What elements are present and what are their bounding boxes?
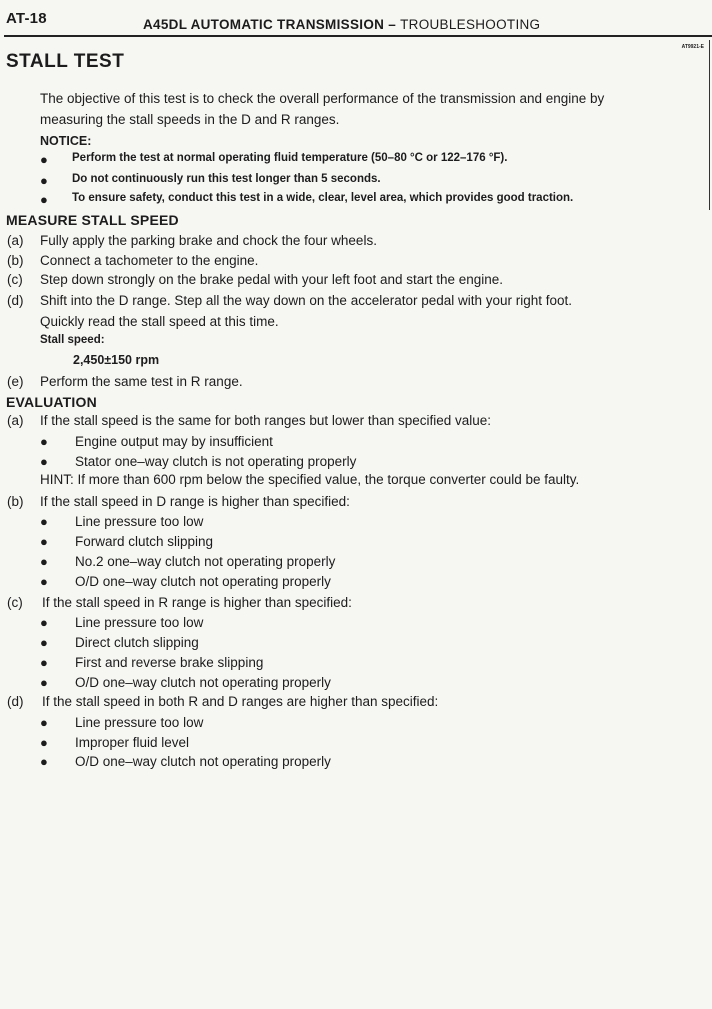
bullet-icon: ● — [40, 735, 48, 750]
section-title-stall-test: STALL TEST — [6, 51, 125, 72]
eval-condition: If the stall speed in R range is higher than specified: — [42, 595, 352, 610]
bullet-icon: ● — [40, 715, 48, 730]
eval-label: (d) — [7, 694, 24, 709]
header-title-main: A45DL AUTOMATIC TRANSMISSION — [143, 17, 385, 32]
notice-label: NOTICE: — [40, 134, 92, 148]
bullet-icon: ● — [40, 675, 48, 690]
eval-cause: No.2 one–way clutch not operating properly — [75, 554, 336, 569]
page-id: AT-18 — [6, 10, 47, 27]
bullet-icon: ● — [40, 554, 48, 569]
step-text: Perform the same test in R range. — [40, 374, 243, 389]
eval-cause: Direct clutch slipping — [75, 635, 199, 650]
objective-line-2: measuring the stall speeds in the D and R ranges. — [40, 112, 340, 127]
eval-cause: O/D one–way clutch not operating properly — [75, 675, 331, 690]
eval-cause: Line pressure too low — [75, 514, 204, 529]
eval-label: (a) — [7, 413, 24, 428]
eval-condition: If the stall speed in both R and D ranges are higher than specified: — [42, 694, 439, 709]
stall-speed-label: Stall speed: — [40, 334, 105, 346]
bullet-icon: ● — [40, 514, 48, 529]
eval-cause: O/D one–way clutch not operating properly — [75, 574, 331, 589]
bullet-icon: ● — [40, 152, 48, 167]
notice-item: Do not continuously run this test longer than 5 seconds. — [72, 173, 381, 185]
eval-condition: If the stall speed in D range is higher than specified: — [40, 494, 350, 509]
step-text-continued: Quickly read the stall speed at this time. — [40, 314, 279, 329]
bullet-icon: ● — [40, 574, 48, 589]
eval-condition: If the stall speed is the same for both ranges but lower than specified value: — [40, 413, 492, 428]
section-title-evaluation: EVALUATION — [6, 394, 97, 410]
bullet-icon: ● — [40, 454, 48, 469]
eval-cause: Forward clutch slipping — [75, 534, 214, 549]
notice-item: To ensure safety, conduct this test in a wide, clear, level area, which provides good traction. — [72, 192, 574, 204]
bullet-icon: ● — [40, 635, 48, 650]
eval-cause: Engine output may by insufficient — [75, 434, 273, 449]
eval-cause: First and reverse brake slipping — [75, 655, 264, 670]
eval-cause: Stator one–way clutch is not operating properly — [75, 454, 357, 469]
step-label: (d) — [7, 293, 24, 308]
bullet-icon: ● — [40, 754, 48, 769]
header-title-separator: – — [384, 17, 401, 32]
bullet-icon: ● — [40, 615, 48, 630]
step-text: Step down strongly on the brake pedal with your left foot and start the engine. — [40, 272, 504, 287]
bullet-icon: ● — [40, 192, 48, 207]
eval-cause: O/D one–way clutch not operating properly — [75, 754, 331, 769]
section-title-measure: MEASURE STALL SPEED — [6, 212, 179, 228]
bullet-icon: ● — [40, 434, 48, 449]
eval-label: (c) — [7, 595, 23, 610]
step-label: (e) — [7, 374, 24, 389]
header-rule — [4, 35, 712, 37]
eval-cause: Line pressure too low — [75, 715, 204, 730]
page-edge-line — [709, 40, 710, 210]
objective-line-1: The objective of this test is to check the overall performance of the transmission and engine by — [40, 91, 605, 106]
header-title — [143, 17, 540, 32]
bullet-icon: ● — [40, 534, 48, 549]
bullet-icon: ● — [40, 173, 48, 188]
header-title-sub: TROUBLESHOOTING — [400, 17, 541, 32]
eval-label: (b) — [7, 494, 24, 509]
step-label: (a) — [7, 233, 24, 248]
notice-item: Perform the test at normal operating fluid temperature (50–80 °C or 122–176 °F). — [72, 152, 508, 164]
step-label: (b) — [7, 253, 24, 268]
hint-text: HINT: If more than 600 rpm below the specified value, the torque converter could be faulty. — [40, 472, 580, 487]
eval-cause: Line pressure too low — [75, 615, 204, 630]
step-text: Shift into the D range. Step all the way down on the accelerator pedal with your right foot. — [40, 293, 573, 308]
figure-ref-code: AT9921-E — [681, 44, 704, 50]
stall-speed-value: 2,450±150 rpm — [73, 353, 160, 367]
bullet-icon: ● — [40, 655, 48, 670]
eval-cause: Improper fluid level — [75, 735, 190, 750]
step-label: (c) — [7, 272, 23, 287]
step-text: Fully apply the parking brake and chock the four wheels. — [40, 233, 377, 248]
step-text: Connect a tachometer to the engine. — [40, 253, 259, 268]
